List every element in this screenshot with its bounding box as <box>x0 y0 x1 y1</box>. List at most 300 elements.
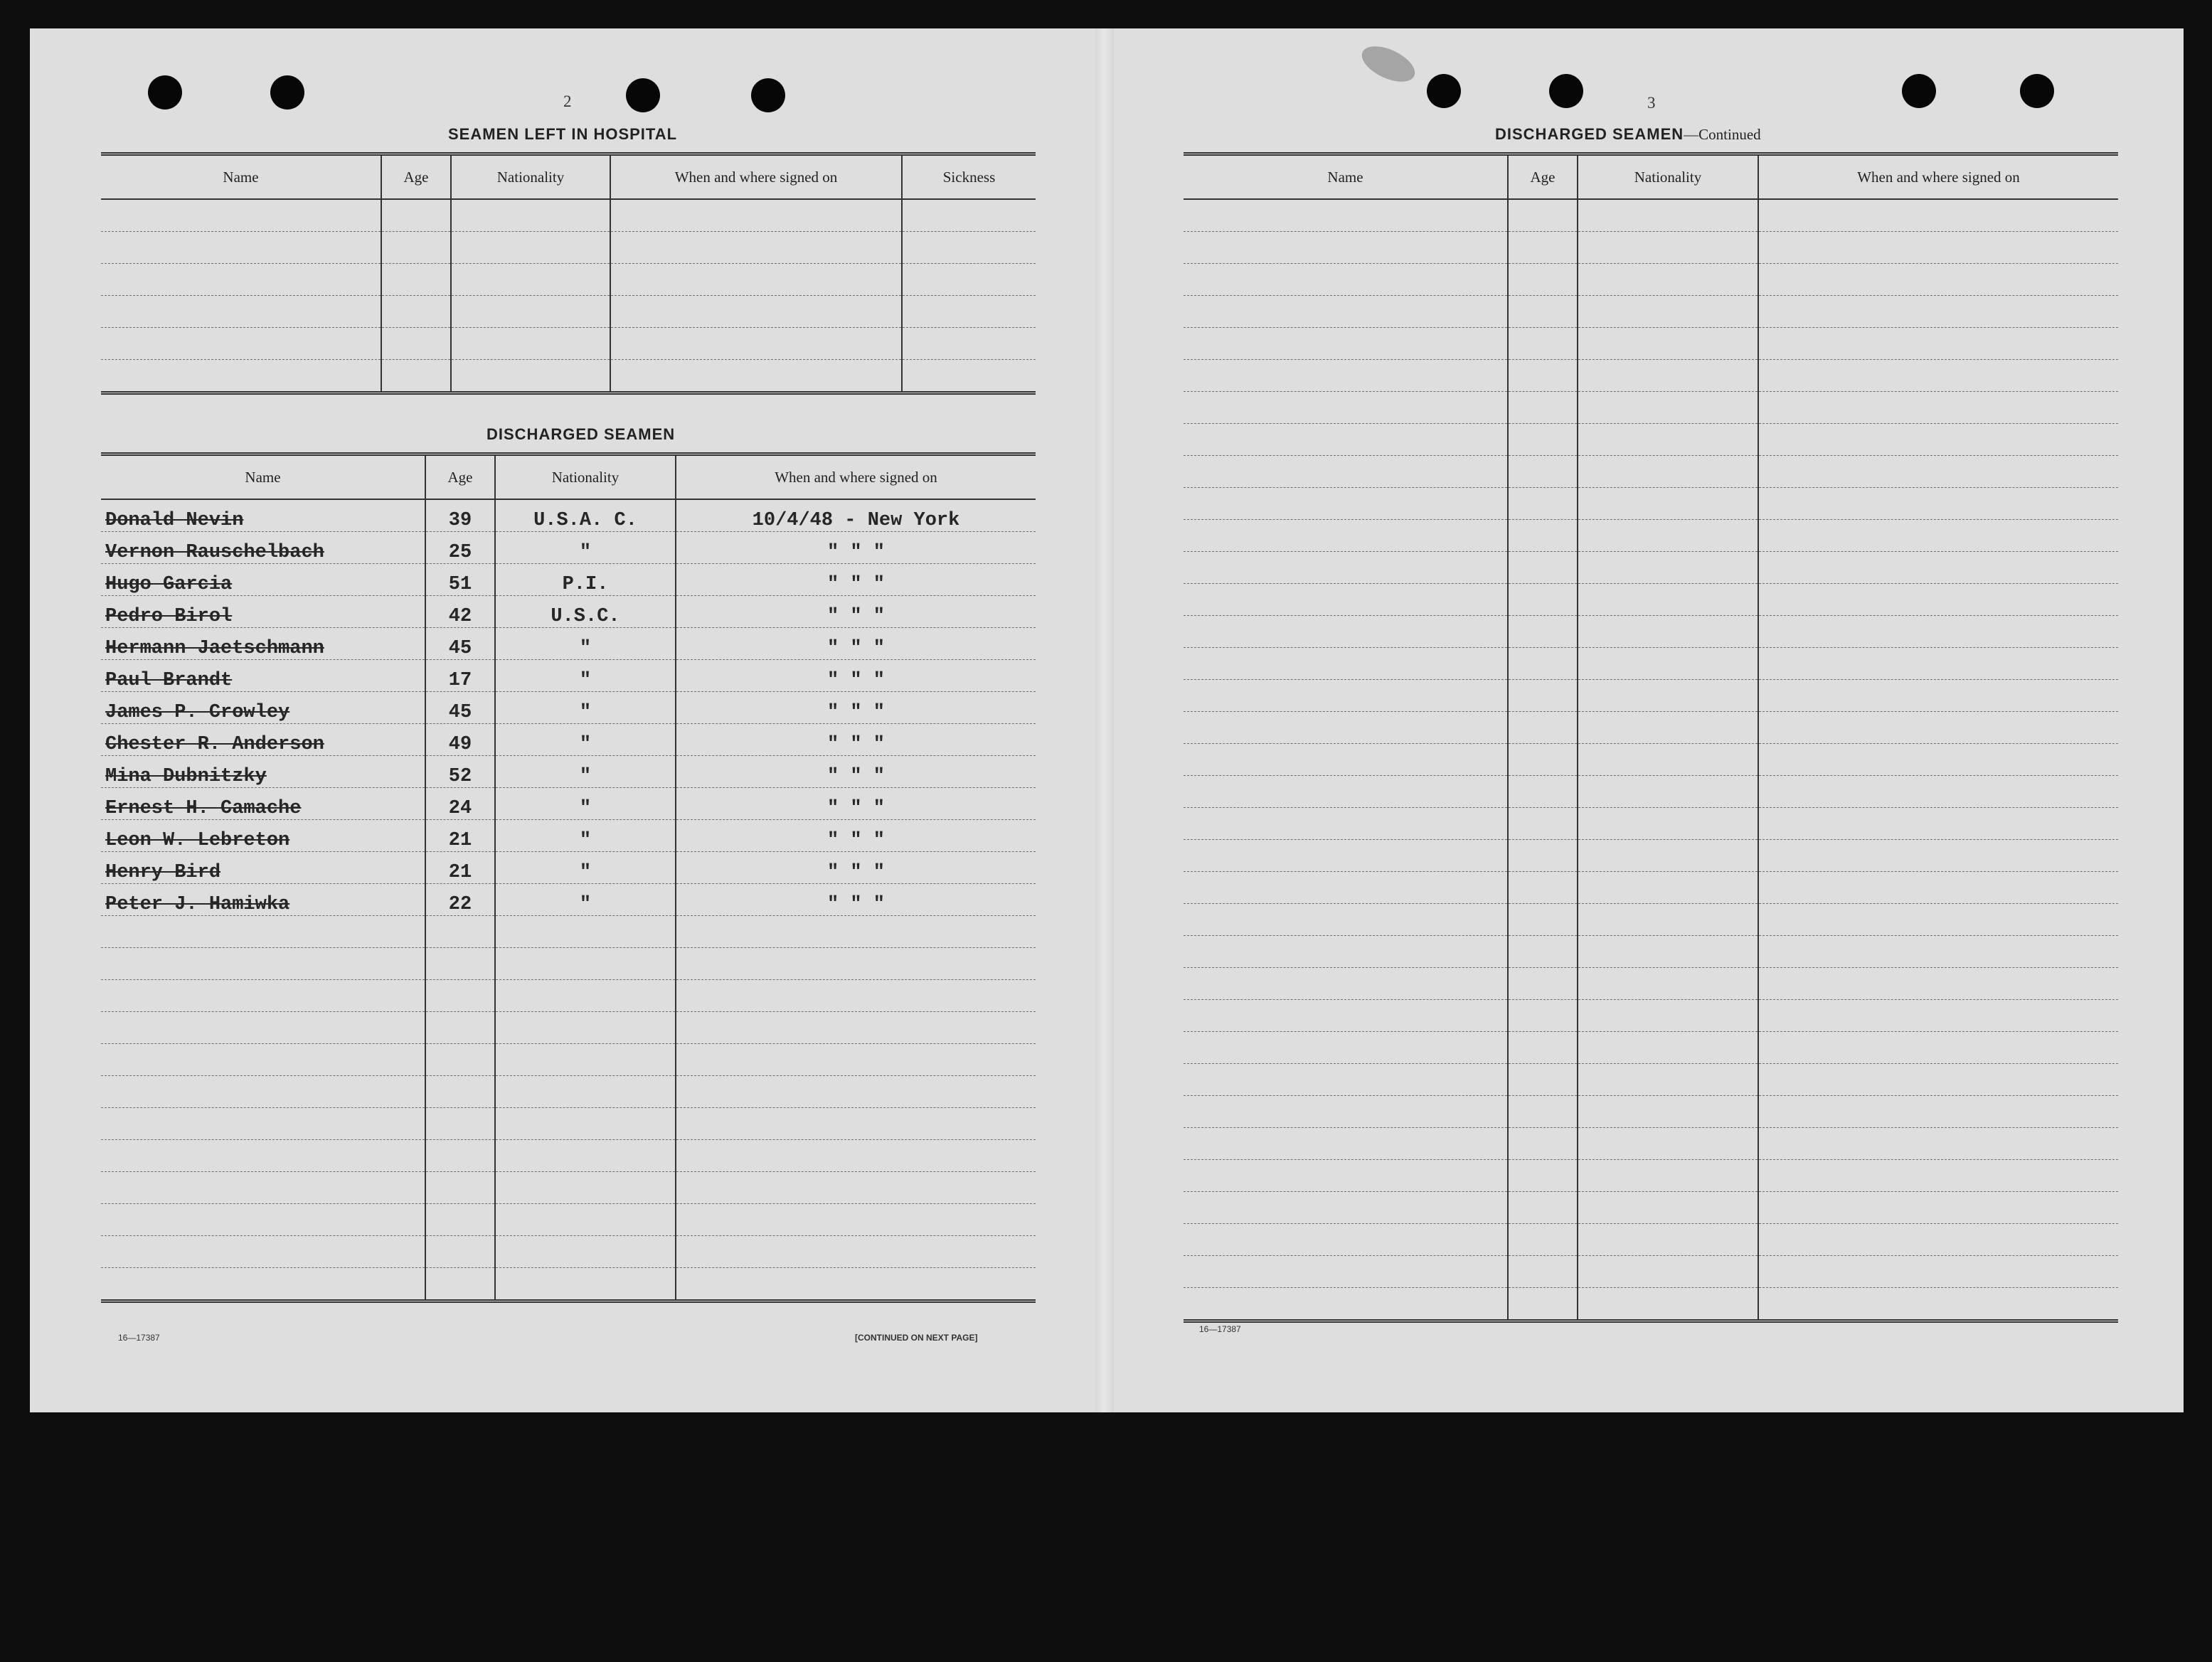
empty-cell <box>1508 1192 1578 1224</box>
empty-cell <box>1578 1032 1758 1064</box>
seaman-signed-on: " " " <box>676 884 1036 916</box>
empty-cell <box>495 1012 676 1044</box>
empty-cell <box>1508 424 1578 456</box>
empty-cell <box>1184 552 1508 584</box>
empty-cell <box>1508 199 1578 232</box>
empty-cell <box>101 199 381 232</box>
empty-cell <box>1758 712 2118 744</box>
empty-cell <box>1508 456 1578 488</box>
seaman-name: Donald Nevin <box>101 499 425 532</box>
empty-cell <box>101 1268 425 1301</box>
empty-cell <box>676 1140 1036 1172</box>
empty-cell <box>1508 1096 1578 1128</box>
table-row <box>101 499 1036 532</box>
seaman-nationality: " <box>495 692 676 724</box>
empty-cell <box>1578 968 1758 1000</box>
empty-cell <box>1578 264 1758 296</box>
continued-empty-row <box>1184 232 2118 264</box>
discharged-continued-table <box>1184 152 2118 1323</box>
seaman-age: 49 <box>425 724 495 756</box>
empty-cell <box>902 296 1036 328</box>
empty-cell <box>1758 968 2118 1000</box>
continued-empty-row <box>1184 776 2118 808</box>
empty-cell <box>1758 1256 2118 1288</box>
seaman-signed-on: " " " <box>676 820 1036 852</box>
seaman-name: Hermann Jaetschmann <box>101 628 425 660</box>
empty-cell <box>610 360 902 393</box>
seaman-age: 51 <box>425 564 495 596</box>
empty-cell <box>1184 744 1508 776</box>
empty-cell <box>1578 904 1758 936</box>
continued-empty-row <box>1184 616 2118 648</box>
empty-cell <box>1508 584 1578 616</box>
empty-cell <box>1508 1288 1578 1321</box>
discharged-table <box>101 452 1036 1303</box>
seaman-nationality: P.I. <box>495 564 676 596</box>
empty-cell <box>1758 808 2118 840</box>
empty-cell <box>1184 712 1508 744</box>
seaman-age: 21 <box>425 852 495 884</box>
empty-cell <box>1758 199 2118 232</box>
empty-cell <box>1184 872 1508 904</box>
empty-cell <box>1184 232 1508 264</box>
seaman-name: James P. Crowley <box>101 692 425 724</box>
empty-cell <box>381 199 451 232</box>
empty-cell <box>425 1012 495 1044</box>
empty-cell <box>1578 776 1758 808</box>
empty-cell <box>1508 840 1578 872</box>
column-header-name: Name <box>101 454 425 500</box>
seaman-signed-on: " " " <box>676 724 1036 756</box>
seaman-age: 45 <box>425 692 495 724</box>
continued-empty-row <box>1184 1160 2118 1192</box>
column-header-age: Age <box>381 154 451 200</box>
empty-cell <box>425 916 495 948</box>
discharged-empty-row <box>101 948 1036 980</box>
column-header-sickness: Sickness <box>902 154 1036 200</box>
empty-cell <box>1758 776 2118 808</box>
seaman-nationality: " <box>495 532 676 564</box>
empty-cell <box>495 948 676 980</box>
empty-cell <box>1758 1160 2118 1192</box>
continued-empty-row <box>1184 872 2118 904</box>
continued-empty-row <box>1184 1192 2118 1224</box>
discharged-empty-row <box>101 1012 1036 1044</box>
table-row <box>101 852 1036 884</box>
empty-cell <box>1758 264 2118 296</box>
empty-cell <box>1184 360 1508 392</box>
empty-cell <box>1578 199 1758 232</box>
empty-cell <box>1184 968 1508 1000</box>
table-row <box>101 820 1036 852</box>
discharged-empty-row <box>101 1204 1036 1236</box>
hospital-empty-row <box>101 328 1036 360</box>
punch-hole <box>270 75 304 110</box>
empty-cell <box>1508 1224 1578 1256</box>
discharged-empty-row <box>101 980 1036 1012</box>
continued-empty-row <box>1184 1064 2118 1096</box>
empty-cell <box>1758 872 2118 904</box>
page-number-right: 3 <box>1647 94 1656 112</box>
empty-cell <box>101 948 425 980</box>
seaman-nationality: " <box>495 852 676 884</box>
empty-cell <box>495 1076 676 1108</box>
empty-cell <box>610 264 902 296</box>
empty-cell <box>1578 712 1758 744</box>
empty-cell <box>1578 1000 1758 1032</box>
empty-cell <box>1184 1000 1508 1032</box>
empty-cell <box>1758 744 2118 776</box>
continued-empty-row <box>1184 199 2118 232</box>
seaman-nationality: U.S.A. C. <box>495 499 676 532</box>
continued-empty-row <box>1184 1256 2118 1288</box>
empty-cell <box>1508 968 1578 1000</box>
seaman-name: Hugo Garcia <box>101 564 425 596</box>
discharged-empty-row <box>101 1268 1036 1301</box>
seaman-name: Ernest H. Camache <box>101 788 425 820</box>
empty-cell <box>1758 1192 2118 1224</box>
seaman-nationality: " <box>495 756 676 788</box>
empty-cell <box>1184 328 1508 360</box>
empty-cell <box>1578 872 1758 904</box>
empty-cell <box>1184 1288 1508 1321</box>
empty-cell <box>1578 360 1758 392</box>
empty-cell <box>1184 680 1508 712</box>
continued-empty-row <box>1184 808 2118 840</box>
empty-cell <box>451 328 610 360</box>
continued-empty-row <box>1184 328 2118 360</box>
seaman-signed-on: " " " <box>676 628 1036 660</box>
empty-cell <box>495 1108 676 1140</box>
seaman-age: 25 <box>425 532 495 564</box>
empty-cell <box>1184 1096 1508 1128</box>
seaman-signed-on: " " " <box>676 660 1036 692</box>
empty-cell <box>1508 264 1578 296</box>
punch-hole <box>2020 74 2054 108</box>
empty-cell <box>1578 520 1758 552</box>
seaman-age: 24 <box>425 788 495 820</box>
page-number-left: 2 <box>563 92 572 110</box>
empty-cell <box>1758 1064 2118 1096</box>
empty-cell <box>1578 232 1758 264</box>
discharged-empty-row <box>101 916 1036 948</box>
empty-cell <box>902 328 1036 360</box>
empty-cell <box>1758 520 2118 552</box>
seaman-nationality: " <box>495 788 676 820</box>
empty-cell <box>1184 296 1508 328</box>
punch-hole <box>148 75 182 110</box>
empty-cell <box>1508 232 1578 264</box>
empty-cell <box>1578 1256 1758 1288</box>
empty-cell <box>451 360 610 393</box>
empty-cell <box>1184 392 1508 424</box>
seaman-signed-on: " " " <box>676 788 1036 820</box>
continued-note: [CONTINUED ON NEXT PAGE] <box>855 1333 978 1343</box>
empty-cell <box>1184 584 1508 616</box>
empty-cell <box>381 360 451 393</box>
empty-cell <box>676 948 1036 980</box>
discharged-empty-row <box>101 1172 1036 1204</box>
empty-cell <box>495 1268 676 1301</box>
seaman-signed-on: " " " <box>676 564 1036 596</box>
table-row <box>101 884 1036 916</box>
empty-cell <box>451 296 610 328</box>
empty-cell <box>101 296 381 328</box>
empty-cell <box>1578 1096 1758 1128</box>
empty-cell <box>1184 1032 1508 1064</box>
empty-cell <box>425 1268 495 1301</box>
empty-cell <box>1758 1128 2118 1160</box>
empty-cell <box>1578 584 1758 616</box>
continued-empty-row <box>1184 520 2118 552</box>
empty-cell <box>1758 840 2118 872</box>
punch-hole <box>626 78 660 112</box>
continued-suffix: —Continued <box>1684 126 1761 143</box>
empty-cell <box>1578 1160 1758 1192</box>
empty-cell <box>1184 1256 1508 1288</box>
punch-hole <box>751 78 785 112</box>
seaman-signed-on: " " " <box>676 596 1036 628</box>
empty-cell <box>1184 776 1508 808</box>
form-number-left: 16—17387 <box>118 1333 160 1343</box>
empty-cell <box>902 264 1036 296</box>
empty-cell <box>1758 936 2118 968</box>
empty-cell <box>902 360 1036 393</box>
empty-cell <box>495 1044 676 1076</box>
seaman-signed-on: " " " <box>676 532 1036 564</box>
continued-empty-row <box>1184 456 2118 488</box>
empty-cell <box>1578 744 1758 776</box>
empty-cell <box>1578 328 1758 360</box>
empty-cell <box>676 916 1036 948</box>
empty-cell <box>425 1140 495 1172</box>
column-header-name: Name <box>1184 154 1508 200</box>
seaman-name: Paul Brandt <box>101 660 425 692</box>
hospital-table <box>101 152 1036 395</box>
empty-cell <box>610 232 902 264</box>
continued-empty-row <box>1184 296 2118 328</box>
empty-cell <box>451 264 610 296</box>
empty-cell <box>1758 360 2118 392</box>
empty-cell <box>1758 904 2118 936</box>
empty-cell <box>1184 1064 1508 1096</box>
empty-cell <box>425 1172 495 1204</box>
discharged-continued-table-body <box>1184 199 2118 1321</box>
empty-cell <box>1184 1224 1508 1256</box>
empty-cell <box>1758 1096 2118 1128</box>
discharged-continued-title <box>1495 125 1761 144</box>
seaman-signed-on: " " " <box>676 852 1036 884</box>
continued-empty-row <box>1184 1224 2118 1256</box>
discharged-empty-row <box>101 1108 1036 1140</box>
seaman-age: 21 <box>425 820 495 852</box>
seaman-nationality: U.S.C. <box>495 596 676 628</box>
seaman-nationality: " <box>495 628 676 660</box>
empty-cell <box>101 1204 425 1236</box>
empty-cell <box>1508 488 1578 520</box>
punch-hole <box>1549 74 1583 108</box>
empty-cell <box>1578 1192 1758 1224</box>
empty-cell <box>381 296 451 328</box>
empty-cell <box>1508 360 1578 392</box>
empty-cell <box>101 232 381 264</box>
seaman-age: 39 <box>425 499 495 532</box>
empty-cell <box>1508 520 1578 552</box>
table-row <box>101 692 1036 724</box>
empty-cell <box>1184 199 1508 232</box>
empty-cell <box>101 980 425 1012</box>
empty-cell <box>1184 1128 1508 1160</box>
empty-cell <box>425 1204 495 1236</box>
empty-cell <box>1758 552 2118 584</box>
seaman-name: Mina Dubnitzky <box>101 756 425 788</box>
empty-cell <box>101 1108 425 1140</box>
empty-cell <box>1508 744 1578 776</box>
hospital-table-body <box>101 199 1036 393</box>
empty-cell <box>1184 424 1508 456</box>
empty-cell <box>676 1204 1036 1236</box>
empty-cell <box>1578 1064 1758 1096</box>
empty-cell <box>381 232 451 264</box>
continued-empty-row <box>1184 936 2118 968</box>
empty-cell <box>425 1236 495 1268</box>
empty-cell <box>902 232 1036 264</box>
empty-cell <box>676 1012 1036 1044</box>
seaman-signed-on: 10/4/48 - New York <box>676 499 1036 532</box>
table-row <box>101 564 1036 596</box>
empty-cell <box>1758 232 2118 264</box>
discharged-section-title: DISCHARGED SEAMEN <box>486 425 676 443</box>
seaman-name: Vernon Rauschelbach <box>101 532 425 564</box>
empty-cell <box>1184 904 1508 936</box>
seaman-nationality: " <box>495 884 676 916</box>
empty-cell <box>1578 1128 1758 1160</box>
continued-empty-row <box>1184 584 2118 616</box>
continued-empty-row <box>1184 1128 2118 1160</box>
seaman-name: Henry Bird <box>101 852 425 884</box>
continued-empty-row <box>1184 1032 2118 1064</box>
empty-cell <box>1758 1224 2118 1256</box>
empty-cell <box>1508 648 1578 680</box>
seaman-name: Chester R. Anderson <box>101 724 425 756</box>
empty-cell <box>1578 488 1758 520</box>
empty-cell <box>1508 808 1578 840</box>
empty-cell <box>1758 584 2118 616</box>
empty-cell <box>902 199 1036 232</box>
empty-cell <box>1758 456 2118 488</box>
empty-cell <box>1184 1192 1508 1224</box>
empty-cell <box>425 1076 495 1108</box>
form-number-right: 16—17387 <box>1199 1324 1241 1334</box>
empty-cell <box>1508 552 1578 584</box>
column-header-name: Name <box>101 154 381 200</box>
continued-empty-row <box>1184 680 2118 712</box>
empty-cell <box>1184 520 1508 552</box>
column-header-signed-on: When and where signed on <box>1758 154 2118 200</box>
empty-cell <box>1508 1032 1578 1064</box>
empty-cell <box>1508 680 1578 712</box>
empty-cell <box>101 1172 425 1204</box>
continued-empty-row <box>1184 648 2118 680</box>
column-header-nationality: Nationality <box>1578 154 1758 200</box>
empty-cell <box>610 199 902 232</box>
continued-empty-row <box>1184 552 2118 584</box>
empty-cell <box>1578 680 1758 712</box>
discharged-empty-row <box>101 1076 1036 1108</box>
empty-cell <box>101 1140 425 1172</box>
empty-cell <box>1578 296 1758 328</box>
empty-cell <box>1758 616 2118 648</box>
empty-cell <box>101 916 425 948</box>
empty-cell <box>1184 616 1508 648</box>
table-row <box>101 532 1036 564</box>
empty-cell <box>101 1076 425 1108</box>
empty-cell <box>101 328 381 360</box>
empty-cell <box>1578 616 1758 648</box>
continued-empty-row <box>1184 264 2118 296</box>
empty-cell <box>1578 1224 1758 1256</box>
continued-empty-row <box>1184 712 2118 744</box>
hospital-empty-row <box>101 232 1036 264</box>
table-row <box>101 724 1036 756</box>
empty-cell <box>1184 1160 1508 1192</box>
hospital-empty-row <box>101 264 1036 296</box>
seaman-age: 17 <box>425 660 495 692</box>
empty-cell <box>1508 616 1578 648</box>
empty-cell <box>495 1204 676 1236</box>
empty-cell <box>1758 328 2118 360</box>
seaman-name: Leon W. Lebreton <box>101 820 425 852</box>
seaman-nationality: " <box>495 660 676 692</box>
seaman-age: 45 <box>425 628 495 660</box>
empty-cell <box>1578 936 1758 968</box>
empty-cell <box>1758 1032 2118 1064</box>
continued-empty-row <box>1184 744 2118 776</box>
empty-cell <box>1578 552 1758 584</box>
empty-cell <box>101 1012 425 1044</box>
empty-cell <box>676 1044 1036 1076</box>
empty-cell <box>1758 1000 2118 1032</box>
empty-cell <box>1578 808 1758 840</box>
punch-hole <box>1427 74 1461 108</box>
empty-cell <box>495 980 676 1012</box>
empty-cell <box>676 1172 1036 1204</box>
empty-cell <box>1508 904 1578 936</box>
discharged-continued-title-text: DISCHARGED SEAMEN <box>1495 125 1684 143</box>
continued-empty-row <box>1184 1000 2118 1032</box>
table-row <box>101 660 1036 692</box>
seaman-name: Peter J. Hamiwka <box>101 884 425 916</box>
empty-cell <box>1508 936 1578 968</box>
seaman-nationality: " <box>495 724 676 756</box>
empty-cell <box>101 264 381 296</box>
empty-cell <box>451 232 610 264</box>
hospital-section-title: SEAMEN LEFT IN HOSPITAL <box>448 125 678 143</box>
empty-cell <box>610 328 902 360</box>
empty-cell <box>1508 1160 1578 1192</box>
column-header-signed-on: When and where signed on <box>610 154 902 200</box>
discharged-empty-row <box>101 1236 1036 1268</box>
empty-cell <box>1758 296 2118 328</box>
seaman-age: 22 <box>425 884 495 916</box>
empty-cell <box>101 1236 425 1268</box>
seaman-signed-on: " " " <box>676 692 1036 724</box>
empty-cell <box>495 1236 676 1268</box>
table-row <box>101 628 1036 660</box>
empty-cell <box>676 980 1036 1012</box>
continued-empty-row <box>1184 840 2118 872</box>
table-row <box>101 756 1036 788</box>
